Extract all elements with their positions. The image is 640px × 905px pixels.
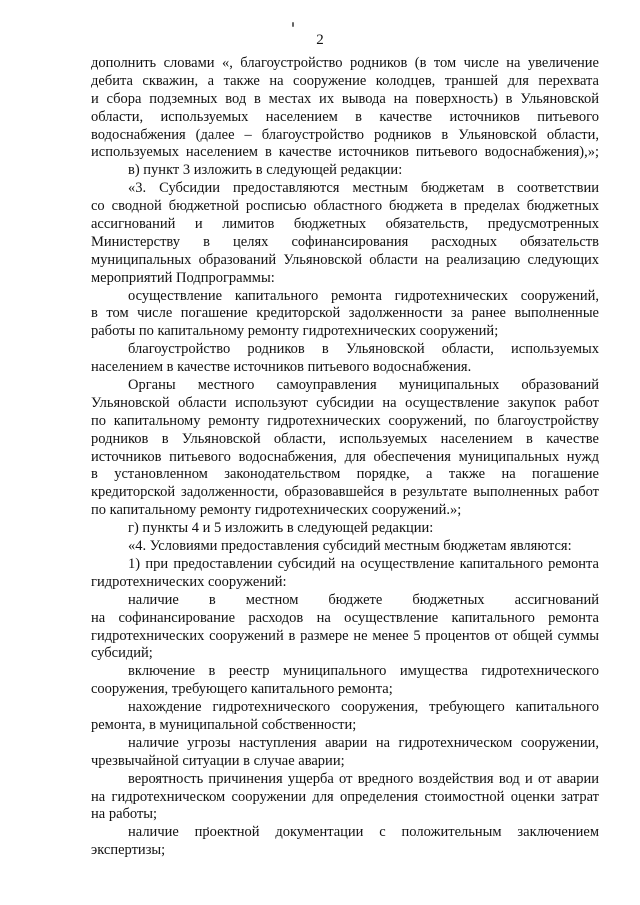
- text-line: в) пункт 3 изложить в следующей редакции:: [128, 162, 403, 179]
- text-line: Ульяновской области используют субсидии на осуществление закупок работ: [91, 394, 599, 411]
- text-line: благоустройство родников в Ульяновской области, используемых: [128, 341, 599, 358]
- text-line: гидротехнических сооружений:: [91, 573, 287, 590]
- text-line: используемых населением в качестве источников питьевого водоснабжения),»;: [91, 144, 599, 161]
- text-line: «3. Субсидии предоставляются местным бюджетам в соответствии: [128, 180, 599, 197]
- text-line: наличие в местном бюджете бюджетных ассигнований: [128, 591, 599, 608]
- text-line: Министерству в целях софинансирования расходных обязательств: [91, 233, 599, 250]
- text-line: на софинансирование расходов на осуществление капитального ремонта: [91, 609, 599, 626]
- text-line: дебита скважин, а также на сооружение колодцев, траншей для перехвата: [91, 72, 599, 89]
- text-line: на гидротехническом сооружении для определения стоимостной оценки затрат: [91, 788, 599, 805]
- scan-artifact: [292, 22, 294, 27]
- text-line: экспертизы;: [91, 842, 166, 859]
- text-line: осуществление капитального ремонта гидротехнических сооружений,: [128, 287, 599, 304]
- text-line: в том числе погашение кредиторской задолженности за ранее выполненные: [91, 305, 599, 322]
- page-number: 2: [316, 32, 324, 48]
- text-line: сооружения, требующего капитального ремонта;: [91, 681, 393, 698]
- text-line: по капитальному ремонту гидротехнических сооружений.»;: [91, 502, 462, 519]
- text-line: со сводной бюджетной росписью областного бюджета в пределах бюджетных: [91, 198, 599, 215]
- text-line: дополнить словами «, благоустройство родников (в том числе на увеличение: [91, 55, 599, 71]
- text-line: нахождение гидротехнического сооружения, требующего капитального: [128, 699, 599, 716]
- text-line: ремонта, в муниципальной собственности;: [91, 716, 357, 733]
- text-line: кредиторской задолженности, образовавшейся в результате выполненных работ: [91, 484, 599, 501]
- text-line: на работы;: [91, 806, 158, 823]
- text-line: муниципальных образований Ульяновской области на реализацию следующих: [91, 251, 599, 268]
- text-line: области, используемых населением в качестве источников питьевого: [91, 108, 599, 125]
- document-body: [91, 55, 599, 860]
- text-line: 1) при предоставлении субсидий на осуществление капитального ремонта: [128, 555, 599, 572]
- text-line: источников питьевого водоснабжения, для обеспечения муниципальных нужд: [91, 448, 599, 465]
- text-line: наличие угрозы наступления аварии на гидротехническом сооружении,: [128, 734, 599, 751]
- text-line: г) пункты 4 и 5 изложить в следующей редакции:: [128, 520, 434, 537]
- text-line: водоснабжения (далее – благоустройство родников в Ульяновской области,: [91, 126, 599, 143]
- text-line: чрезвычайной ситуации в случае аварии;: [91, 752, 345, 769]
- text-line: работы по капитальному ремонту гидротехнических сооружений;: [91, 323, 499, 340]
- text-line: наличие проектной документации с положительным заключением: [128, 824, 599, 841]
- text-line: в установленном законодательством порядке, а также на погашение: [91, 466, 599, 483]
- text-line: населением в качестве источников питьевого водоснабжения.: [91, 359, 472, 376]
- text-line: гидротехнических сооружений в размере не менее 5 процентов от общей суммы: [91, 627, 599, 644]
- text-line: родников в Ульяновской области, используемых населением в качестве: [91, 430, 599, 447]
- text-line: вероятность причинения ущерба от вредного воздействия вод и от аварии: [128, 770, 599, 787]
- text-line: включение в реестр муниципального имущества гидротехнического: [128, 663, 599, 680]
- text-line: по капитальному ремонту гидротехнических сооружений, по благоустройству: [91, 412, 599, 429]
- text-line: «4. Условиями предоставления субсидий местным бюджетам являются:: [128, 538, 572, 555]
- text-line: субсидий;: [91, 645, 153, 662]
- text-line: мероприятий Подпрограммы:: [91, 269, 275, 286]
- text-line: ассигнований и лимитов бюджетных обязательств, предусмотренных: [91, 216, 599, 233]
- text-line: и сбора подземных вод в местах их вывода на поверхность) в Ульяновской: [91, 90, 599, 107]
- text-line: Органы местного самоуправления муниципальных образований: [128, 377, 599, 394]
